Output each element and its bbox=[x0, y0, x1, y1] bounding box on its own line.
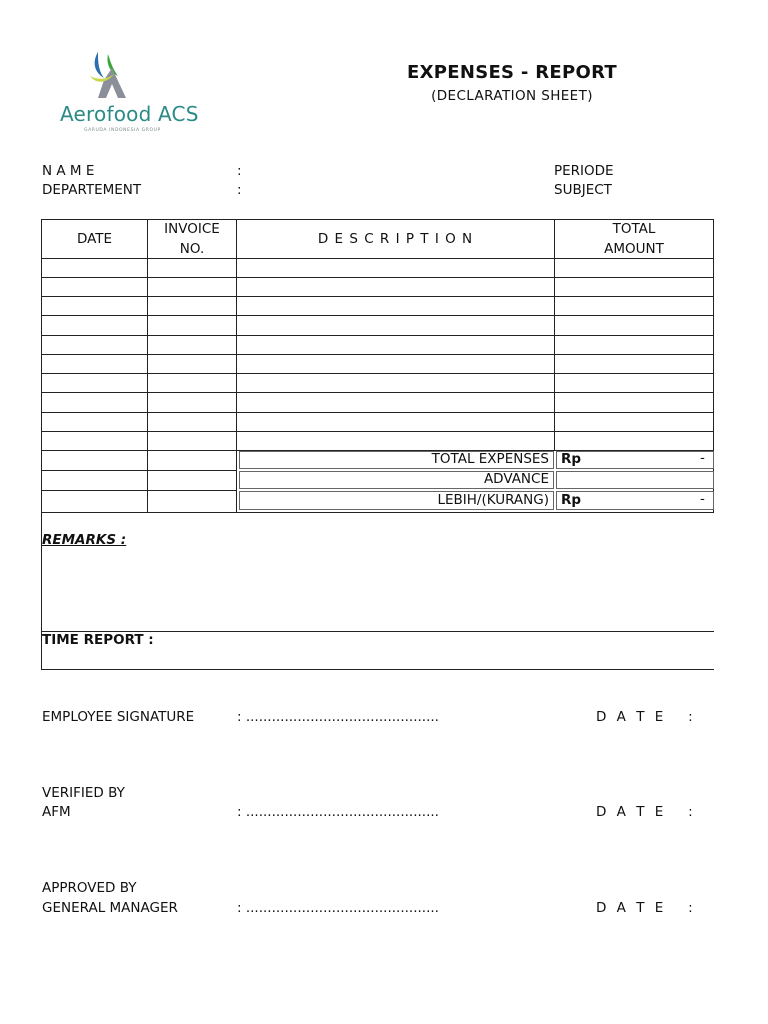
employee-signature-line: : ............................................. bbox=[237, 709, 439, 725]
difference-label: LEBIH/(KURANG) bbox=[437, 492, 549, 508]
name-colon: : bbox=[237, 163, 242, 179]
approved-date-label: D A T E : bbox=[596, 900, 696, 916]
header-invoice-line2: NO. bbox=[179, 241, 205, 257]
department-label: DEPARTEMENT bbox=[42, 182, 142, 198]
employee-date-label: D A T E : bbox=[596, 709, 696, 725]
row-line bbox=[42, 373, 713, 374]
remarks-label: REMARKS : bbox=[42, 532, 127, 548]
expense-table bbox=[41, 219, 714, 513]
col-divider-date bbox=[147, 220, 148, 512]
row-line bbox=[42, 392, 713, 393]
header-total-line1: TOTAL bbox=[612, 221, 656, 237]
header-invoice-line1: INVOICE bbox=[164, 221, 220, 237]
verified-afm-label: AFM bbox=[42, 804, 71, 820]
time-report-bottom-line bbox=[41, 669, 714, 670]
row-line bbox=[42, 470, 236, 471]
row-line bbox=[42, 277, 713, 278]
difference-currency: Rp bbox=[561, 492, 582, 508]
total-expenses-label: TOTAL EXPENSES bbox=[431, 451, 549, 467]
difference-value: - bbox=[700, 491, 705, 507]
approved-gm-label: GENERAL MANAGER bbox=[42, 900, 178, 916]
row-line bbox=[42, 315, 713, 316]
verified-signature-line: : ............................................. bbox=[237, 804, 439, 820]
verified-by-label: VERIFIED BY bbox=[42, 785, 125, 801]
aerofood-logo-icon bbox=[84, 50, 134, 100]
header-date: DATE bbox=[76, 231, 113, 247]
header-description: D E S C R I P T I O N bbox=[317, 231, 474, 247]
row-line bbox=[42, 296, 713, 297]
header-total-amount bbox=[555, 220, 713, 258]
logo-brand-text: Aerofood ACS bbox=[60, 102, 199, 126]
subject-label: SUBJECT bbox=[554, 182, 612, 198]
row-line bbox=[42, 354, 713, 355]
advance-label: ADVANCE bbox=[483, 471, 549, 487]
col-divider-invoice bbox=[236, 220, 237, 512]
row-line bbox=[42, 335, 713, 336]
row-line bbox=[42, 490, 236, 491]
verified-date-label: D A T E : bbox=[596, 804, 696, 820]
logo-tagline: GARUDA INDONESIA GROUP bbox=[84, 128, 161, 133]
advance-value-box bbox=[556, 471, 714, 489]
department-colon: : bbox=[237, 182, 242, 198]
row-line bbox=[42, 431, 713, 432]
header-total-line2: AMOUNT bbox=[604, 241, 664, 257]
row-line bbox=[42, 258, 713, 259]
total-expenses-currency: Rp bbox=[561, 451, 582, 467]
name-label: N A M E bbox=[42, 163, 95, 179]
row-line bbox=[42, 412, 713, 413]
time-report-label: TIME REPORT : bbox=[42, 632, 154, 648]
header-invoice bbox=[148, 220, 236, 258]
report-subtitle: (DECLARATION SHEET) bbox=[431, 88, 593, 104]
periode-label: PERIODE bbox=[554, 163, 614, 179]
company-logo bbox=[58, 50, 218, 136]
approved-signature-line: : ............................................. bbox=[237, 900, 439, 916]
approved-by-label: APPROVED BY bbox=[42, 880, 137, 896]
report-title: EXPENSES - REPORT bbox=[406, 62, 618, 83]
employee-signature-label: EMPLOYEE SIGNATURE bbox=[42, 709, 195, 725]
total-expenses-value: - bbox=[700, 450, 705, 466]
